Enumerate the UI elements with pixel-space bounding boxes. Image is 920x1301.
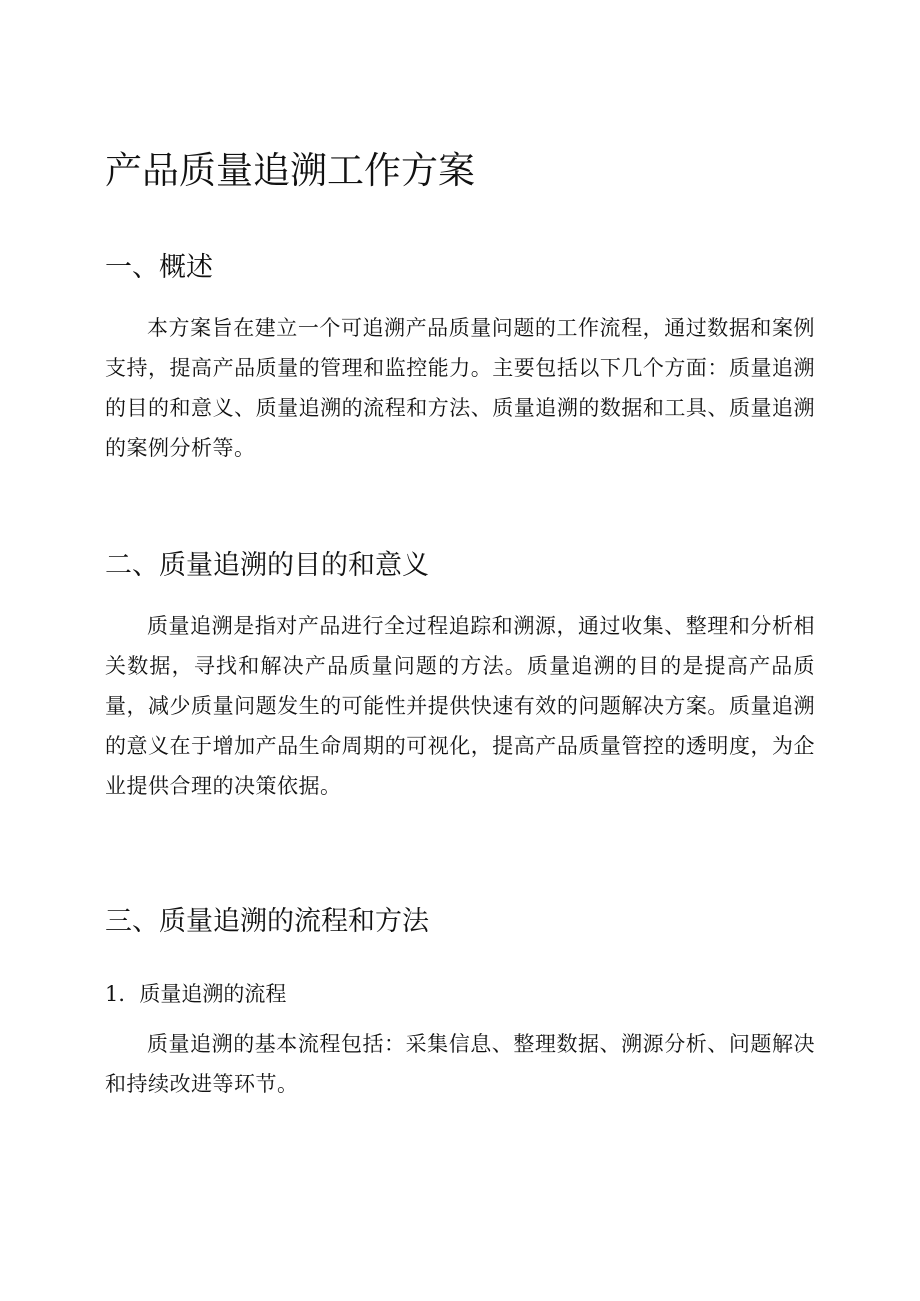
section-paragraph-purpose: 质量追溯是指对产品进行全过程追踪和溯源，通过收集、整理和分析相关数据，寻找和解决产品质量问题的方法。质量追溯的目的是提高产品质量，减少质量问题发生的可能性并提供快速有效的问题解决方案。质量追溯的意义在于增加产品生命周期的可视化，提高产品质量管控的透明度，为企业提供合理的决策依据。 xyxy=(105,614,815,798)
subsection-paragraph-process-flow: 质量追溯的基本流程包括：采集信息、整理数据、溯源分析、问题解决和持续改进等环节。 xyxy=(105,1032,815,1096)
document-title: 产品质量追溯工作方案 xyxy=(105,149,475,192)
section-heading-purpose: 二、质量追溯的目的和意义 xyxy=(105,550,429,581)
section-heading-overview: 一、概述 xyxy=(105,252,213,283)
section-paragraph-overview: 本方案旨在建立一个可追溯产品质量问题的工作流程，通过数据和案例支持，提高产品质量的管理和监控能力。主要包括以下几个方面：质量追溯的目的和意义、质量追溯的流程和方法、质量追溯的数据和工具、质量追溯的案例分析等。 xyxy=(105,316,815,460)
section-heading-process: 三、质量追溯的流程和方法 xyxy=(105,906,429,937)
subsection-heading-process-flow: 1．质量追溯的流程 xyxy=(105,982,287,1006)
